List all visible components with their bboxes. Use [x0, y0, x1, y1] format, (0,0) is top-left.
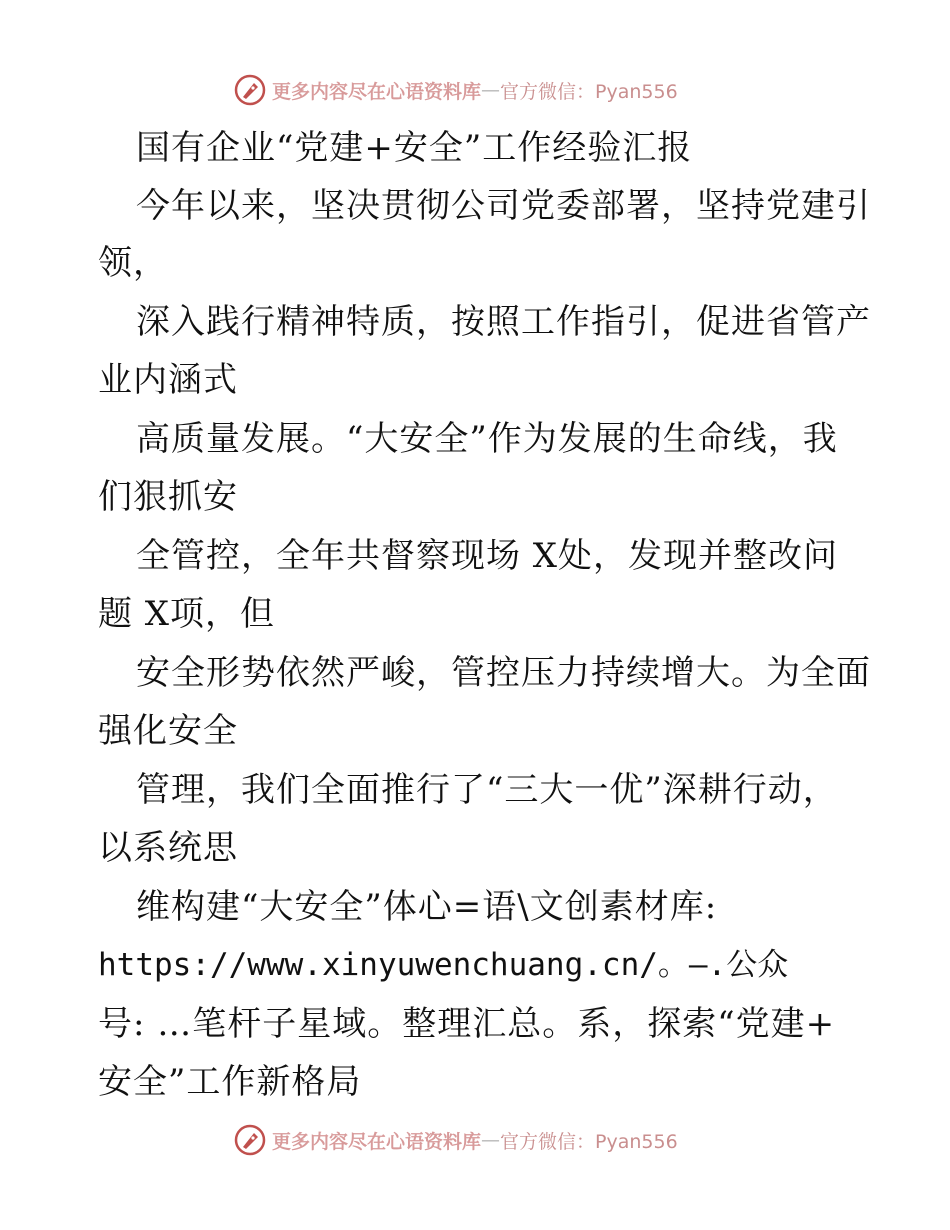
paragraph-line: 全管控，全年共督察现场 X处，发现并整改问 [136, 536, 839, 576]
paragraph-line: 领， [98, 243, 168, 283]
banner-wechat: 官方微信：Pyan556 [500, 80, 678, 103]
paragraph-line: 深入践行精神特质，按照工作指引，促进省管产 [136, 302, 871, 342]
paragraph-line: 号: …笔杆子星域。整理汇总。系，探索“党建+ [98, 1004, 836, 1044]
paragraph-line: 安全形势依然严峻，管控压力持续增大。为全面 [136, 653, 871, 693]
banner-separator: — [481, 79, 501, 101]
pen-nib-logo-icon [234, 74, 266, 106]
banner-title: 更多内容尽在心语资料库 [272, 80, 482, 103]
paragraph-line: 高质量发展。“大安全”作为发展的生命线，我 [136, 419, 838, 459]
banner-separator: — [481, 1129, 501, 1151]
document-title: 国有企业“党建+安全”工作经验汇报 [136, 128, 693, 168]
paragraph-line: 们狠抓安 [98, 477, 238, 517]
paragraph-line-url: https://www.xinyuwenchuang.cn/。—.公众 [98, 947, 789, 983]
footer-banner [234, 1123, 678, 1157]
paragraph-line: 强化安全 [98, 711, 238, 751]
paragraph-line: 安全”工作新格局 [98, 1062, 362, 1102]
paragraph-line: 以系统思 [98, 828, 238, 868]
header-banner [234, 73, 678, 107]
paragraph-line: 管理，我们全面推行了“三大一优”深耕行动， [136, 770, 838, 810]
banner-title: 更多内容尽在心语资料库 [272, 1130, 482, 1153]
pen-nib-logo-icon [234, 1124, 266, 1156]
paragraph-line: 今年以来，坚决贯彻公司党委部署，坚持党建引 [136, 186, 871, 226]
paragraph-line: 维构建“大安全”体心=语\文创素材库: [136, 887, 718, 927]
paragraph-line: 业内涵式 [98, 360, 238, 400]
banner-wechat: 官方微信：Pyan556 [500, 1130, 678, 1153]
paragraph-line: 题 X项，但 [98, 594, 276, 634]
